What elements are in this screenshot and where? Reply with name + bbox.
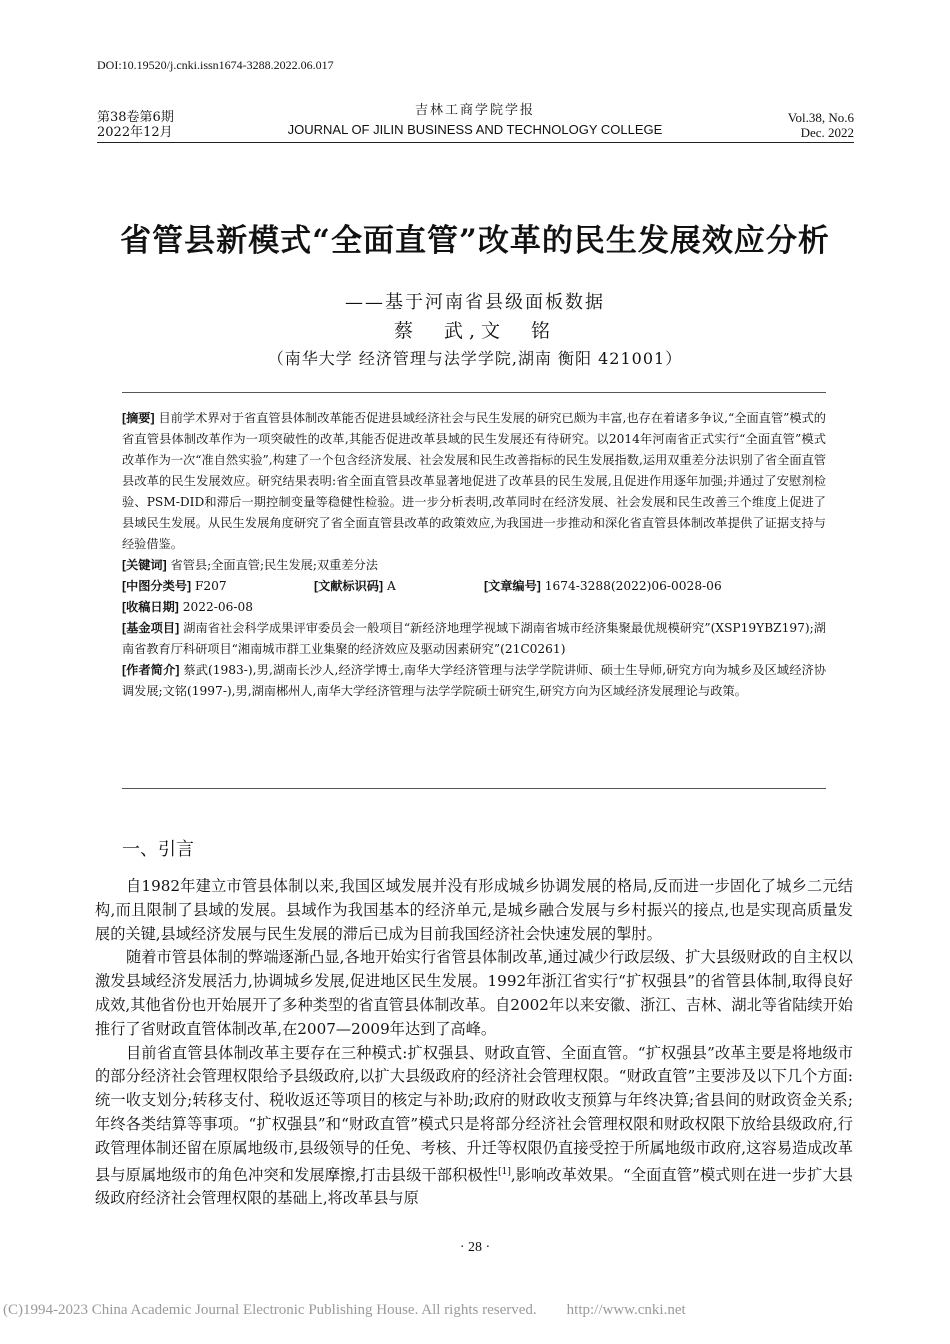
- paragraph-1: 自1982年建立市管县体制以来,我国区域发展并没有形成城乡协调发展的格局,反而进一步固化了城乡二元结构,而且限制了县域的发展。县域作为我国基本的经济单元,是城乡融合发展与乡村振兴的接点,也是实现高质量发展的关键,县域经济发展与民生发展的滞后已成为目前我国经济社会快速发展的掣肘。: [95, 877, 853, 943]
- article-no-value: 1674-3288(2022)06-0028-06: [544, 579, 722, 593]
- citation-ref: [1]: [498, 1166, 511, 1177]
- header-rule: [97, 142, 854, 143]
- doc-code-label: [文献标识码]: [314, 579, 384, 593]
- article-no-field: [484, 576, 722, 597]
- abstract-label: [摘要]: [122, 411, 155, 425]
- doc-code-field: [314, 576, 484, 597]
- author-bio: [122, 660, 826, 702]
- paper-authors: 蔡 武,文 铭: [393, 320, 557, 342]
- paragraph-3: [95, 1042, 853, 1212]
- abstract-text: 目前学术界对于省直管县体制改革能否促进县域经济社会与民生发展的研究已颇为丰富,也存在着诸多争议,“全面直管”模式的省直管县体制改革作为一项突破性的改革,其能否促进改革县域的民生发展还有待研究。以2014年河南省正式实行“全面直管”模式改革作为一次“准自然实验”,构建了一个包含经济发展、社会发展和民生改善指标的民生发展指数,运用双重差分法识别了省全面直管县改革的民生发展效应。研究结果表明:省全面直管县改革显著地促进了改革县的民生发展,且促进作用逐年加强;并通过了安慰剂检验、PSM-DID和滞后一期控制变量等稳健性检验。进一步分析表明,改革同时在经济发展、社会发展和民生改善三个维度上促进了县域民生发展。从民生发展角度研究了省全面直管县改革的政策效应,为我国进一步推动和深化省直管县体制改革提供了证据支持与经验借鉴。: [122, 411, 826, 551]
- body-text: [95, 875, 853, 1211]
- doc-code-value: A: [386, 579, 396, 593]
- fund-info: [122, 618, 826, 660]
- abstract: [122, 408, 826, 555]
- author-affiliation: （南华大学 经济管理与法学学院,湖南 衡阳 421001）: [267, 349, 683, 368]
- keywords-label: [关键词]: [122, 558, 167, 572]
- journal-name-cn: 吉林工商学院学报: [414, 103, 535, 118]
- received-date: [122, 597, 826, 618]
- clc-label: [中图分类号]: [122, 579, 192, 593]
- keywords: [122, 555, 826, 576]
- volume-date: Dec. 2022: [800, 125, 854, 140]
- doi-line: DOI:10.19520/j.cnki.issn1674-3288.2022.06.017: [97, 58, 334, 72]
- article-no-label: [文章编号]: [484, 579, 541, 593]
- journal-name-en: JOURNAL OF JILIN BUSINESS AND TECHNOLOGY COLLEGE: [287, 122, 663, 137]
- volume-label: Vol.38, No.6: [787, 110, 854, 125]
- abstract-top-rule: [122, 392, 826, 393]
- paper-subtitle: ——基于河南省县级面板数据: [345, 292, 605, 313]
- header-right: [788, 110, 854, 140]
- abstract-block: [122, 408, 826, 702]
- received-label: [收稿日期]: [122, 600, 179, 614]
- received-value: 2022-06-08: [182, 600, 254, 614]
- page-number: · 28 ·: [459, 1240, 491, 1255]
- paper-title: 省管县新模式“全面直管”改革的民生发展效应分析: [120, 223, 830, 259]
- author-bio-label: [作者简介]: [122, 663, 180, 677]
- fund-text: 湖南省社会科学成果评审委员会一般项目“新经济地理学视域下湖南省城市经济集聚最优规模研究”(XSP19YBZ197);湖南省教育厅科研项目“湘南城市群工业集聚的经济效应及驱动因素研究”(21C0261): [122, 621, 826, 656]
- clc-field: [122, 576, 314, 597]
- classification-row: [122, 576, 826, 597]
- copyright-footer: (C)1994-2023 China Academic Journal Electronic Publishing House. All rights reserved. http://www.cnki.net: [3, 1302, 686, 1318]
- keywords-text: 省管县;全面直管;民生发展;双重差分法: [170, 558, 378, 572]
- paragraph-2: 随着市管县体制的弊端逐渐凸显,各地开始实行省管县体制改革,通过减少行政层级、扩大县级财政的自主权以激发县域经济发展活力,协调城乡发展,促进地区民生发展。1992年浙江省实行“扩权强县”的省管县体制,取得良好成效,其他省份也开始展开了多种类型的省直管县体制改革。自2002年以来安徽、浙江、吉林、湖北等省陆续开始推行了省财政直管体制改革,在2007—2009年达到了高峰。: [95, 948, 853, 1038]
- clc-value: F207: [194, 579, 227, 593]
- paragraph-3-part-a: 目前省直管县体制改革主要存在三种模式:扩权强县、财政直管、全面直管。“扩权强县”改革主要是将地级市的部分经济社会管理权限给予县级政府,以扩大县级政府的经济社会管理权限。“财政直管”主要涉及以下几个方面:统一收支划分;转移支付、税收返还等项目的核定与补助;政府的财政收支预算与年终决算;省县间的财政资金关系;年终各类结算等事项。“扩权强县”和“财政直管”模式只是将部分经济社会管理权限和财政权限下放给县级政府,行政管理体制还留在原属地级市,县级领导的任免、考核、升迁等权限仍直接受控于所属地级市政府,这容易造成改革县与原属地级市的角色冲突和发展摩擦,打击县级干部积极性: [95, 1043, 853, 1184]
- author-bio-text: 蔡武(1983-),男,湖南长沙人,经济学博士,南华大学经济管理与法学学院讲师、硕士生导师,研究方向为城乡及区域经济协调发展;文铭(1997-),男,湖南郴州人,南华大学经济管理与法学学院硕士研究生,研究方向为区域经济发展理论与政策。: [122, 663, 827, 698]
- issue-date: 2022年12月: [97, 125, 173, 140]
- paragraph-3-part-b: ,影响改革效果。“全面直管”模式则在进一步扩大县级政府经济社会管理权限的基础上,将改革县与原: [95, 1165, 853, 1208]
- fund-label: [基金项目]: [122, 621, 180, 635]
- issue-label: 第38卷第6期: [97, 110, 174, 125]
- abstract-bottom-rule: [122, 788, 826, 789]
- section-heading: 一、引言: [122, 839, 194, 859]
